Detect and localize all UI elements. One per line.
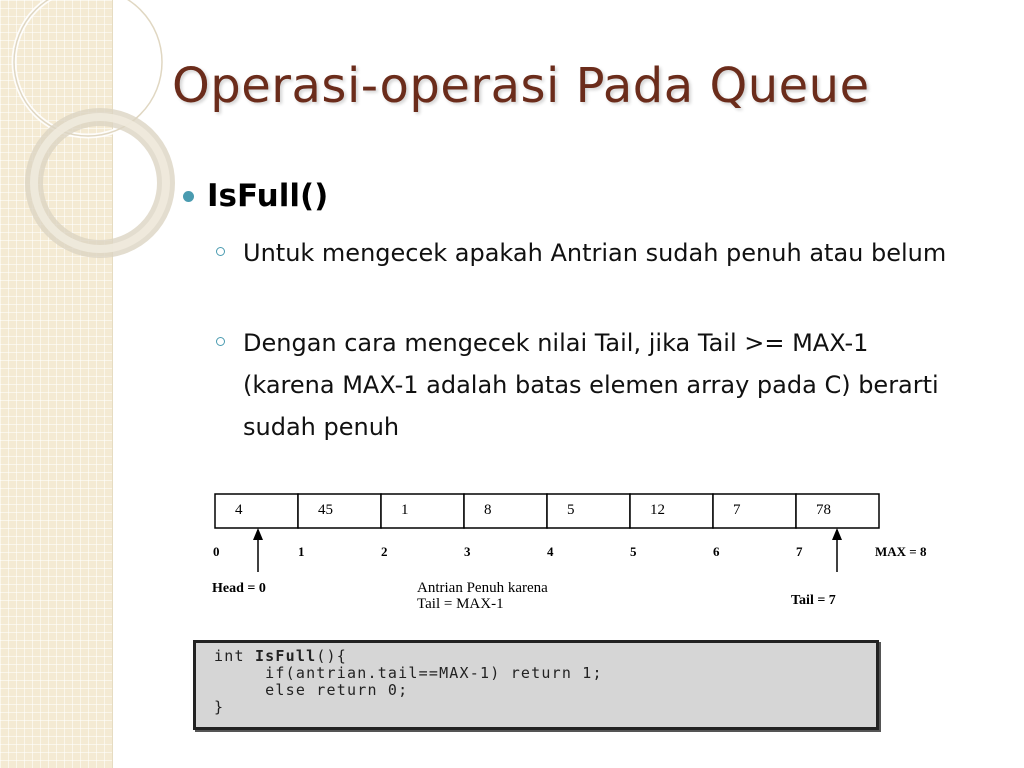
head-label: Head = 0 — [212, 581, 266, 596]
code-line-2: if(antrian.tail==MAX-1) return 1; — [214, 664, 603, 682]
code-line-1: int IsFull(){ — [214, 647, 348, 665]
queue-index-label: 2 — [381, 544, 388, 559]
queue-cell-value: 78 — [816, 502, 831, 518]
queue-cell-value: 5 — [567, 502, 575, 518]
bullet-dot-icon — [183, 191, 194, 202]
queue-cell-value: 45 — [318, 502, 333, 518]
sub-bullet-ring-icon — [216, 247, 225, 256]
sub-bullet-ring-icon — [216, 337, 225, 346]
queue-cell — [630, 494, 713, 528]
sub-item-text: Untuk mengecek apakah Antrian sudah penuh atau belum — [243, 239, 947, 267]
queue-index-label: 0 — [213, 544, 220, 559]
slide-title: Operasi-operasi Pada Queue — [172, 58, 870, 114]
sub-item-1 — [216, 232, 956, 274]
queue-array-diagram — [195, 480, 995, 630]
queue-index-label: 4 — [547, 544, 554, 559]
queue-cell — [796, 494, 879, 528]
queue-index-label: 1 — [298, 544, 305, 559]
decorative-rings — [0, 0, 200, 260]
queue-cell-value: 7 — [733, 502, 741, 518]
queue-cell — [547, 494, 630, 528]
queue-index-label: 3 — [464, 544, 471, 559]
queue-cell — [713, 494, 796, 528]
head-arrowhead-icon — [253, 528, 263, 540]
queue-cell-value: 4 — [235, 502, 243, 518]
queue-cell-value: 8 — [484, 502, 492, 518]
queue-index-label: 7 — [796, 544, 803, 559]
bullet-isfull — [183, 178, 328, 214]
full-note-line1: Antrian Penuh karena — [417, 580, 548, 596]
code-block — [193, 640, 879, 730]
full-note-line2: Tail = MAX-1 — [417, 596, 504, 612]
tail-label: Tail = 7 — [791, 593, 836, 608]
sub-item-2 — [216, 322, 956, 448]
max-label: MAX = 8 — [875, 544, 927, 559]
queue-cell — [464, 494, 547, 528]
tail-arrowhead-icon — [832, 528, 842, 540]
queue-cell-value: 12 — [650, 502, 665, 518]
sub-item-text: Dengan cara mengecek nilai Tail, jika Tail >= MAX-1 (karena MAX-1 adalah batas elemen array pada C) berarti sudah penuh — [243, 329, 939, 441]
bullet-label: IsFull() — [207, 178, 329, 214]
queue-index-label: 6 — [713, 544, 720, 559]
code-line-3: else return 0; — [214, 681, 409, 699]
queue-cell — [381, 494, 464, 528]
code-line-4: } — [214, 698, 225, 716]
queue-cell — [215, 494, 298, 528]
queue-cell-value: 1 — [401, 502, 409, 518]
queue-index-label: 5 — [630, 544, 637, 559]
queue-cell — [298, 494, 381, 528]
